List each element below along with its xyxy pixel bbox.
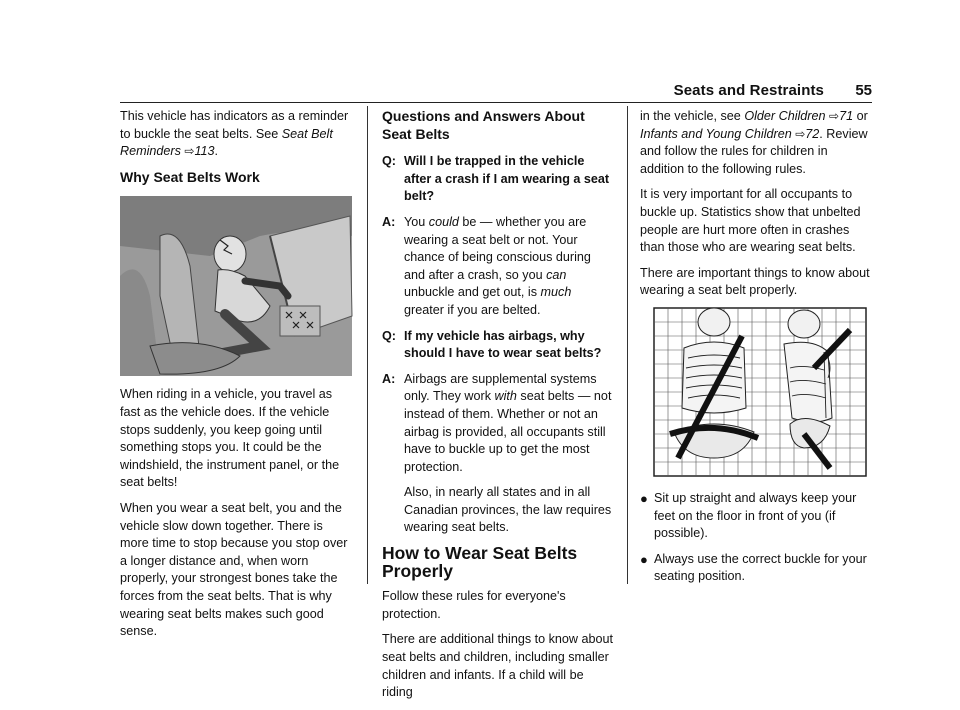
skeleton-belt-illustration xyxy=(654,308,866,476)
answer-text: Airbags are supplemental systems only. They work with seat belts — not instead of them. Whether or not an airbag is provided, all occupants still have to buckle up to get the most protection. xyxy=(404,371,612,474)
column-divider xyxy=(367,106,368,584)
body-paragraph: When you wear a seat belt, you and the vehicle slow down together. There is more time to stop because you stop over a longer distance and, when worn properly, your strongest bones take the forces from the seat belts. That is why wearing seat belts makes such good sense. xyxy=(120,500,348,639)
answer xyxy=(382,214,614,320)
intro-paragraph: This vehicle has indicators as a reminder to buckle the seat belts. See Seat Belt Reminders ⇨113. xyxy=(120,109,349,159)
body-paragraph: Follow these rules for everyone's protection. xyxy=(382,589,566,621)
page-ref[interactable]: 113 xyxy=(194,144,215,159)
question-text: Will I be trapped in the vehicle after a crash if I am wearing a seat belt? xyxy=(404,154,610,204)
column-divider xyxy=(627,106,628,584)
answer-text: You could be — whether you are wearing a seat belt or not. Your chance of being conscious during and after a crash, so you can unbuckle and get out, is much greater if you are belted. xyxy=(404,214,591,317)
column-right xyxy=(640,108,872,594)
column-middle xyxy=(382,108,614,710)
bullet-item: ● Always use the correct buckle for your seating position. xyxy=(640,551,872,586)
question-text: If my vehicle has airbags, why should I have to wear seat belts? xyxy=(404,328,602,361)
cross-reference-link[interactable]: Seat Belt Reminders xyxy=(120,126,333,159)
page-ref[interactable]: 71 xyxy=(839,109,854,123)
header-rule xyxy=(120,102,872,103)
cross-reference-link[interactable]: Older Children xyxy=(744,109,826,123)
page-ref-arrow-icon: ⇨ xyxy=(829,109,840,123)
body-paragraph: in the vehicle, see Older Children ⇨71 or Infants and Young Children ⇨72. Review and follow the rules for children in addition to the following rules. xyxy=(640,109,868,176)
cross-reference-link[interactable]: Infants and Young Children xyxy=(640,126,792,141)
column-left xyxy=(120,108,352,649)
bullet-icon: ● xyxy=(640,551,648,567)
bullet-item: ● Sit up straight and always keep your feet on the floor in front of you (if possible). xyxy=(640,490,872,543)
body-paragraph: There are additional things to know about seat belts and children, including smaller children and infants. If a child will be riding xyxy=(382,632,614,700)
section-title: Seats and Restraints xyxy=(673,82,824,99)
answer xyxy=(382,371,614,477)
page-ref-arrow-icon: ⇨ xyxy=(795,126,806,141)
section-heading: Questions and Answers About Seat Belts xyxy=(382,108,585,142)
crash-dummy-illustration xyxy=(120,196,352,376)
section-heading: Why Seat Belts Work xyxy=(120,168,260,185)
page-ref[interactable]: 72 xyxy=(805,126,820,141)
answer-label: A: xyxy=(382,214,396,229)
section-heading-large: How to Wear Seat Belts Properly xyxy=(382,543,578,581)
answer-continuation: Also, in nearly all states and in all Canadian provinces, the law requires wearing seat belts. xyxy=(404,485,612,535)
answer-label: A: xyxy=(382,371,396,386)
body-paragraph: There are important things to know about wearing a seat belt properly. xyxy=(640,265,870,298)
bullet-icon: ● xyxy=(640,490,648,506)
body-paragraph: It is very important for all occupants to buckle up. Statistics show that unbelted people are hurt more often in crashes than those who are wearing seat belts. xyxy=(640,187,861,255)
body-paragraph: When riding in a vehicle, you travel as fast as the vehicle does. If the vehicle stops suddenly, you keep going until something stops you. It could be the windshield, the instrument panel, or the seat belts! xyxy=(120,387,340,490)
page-number: 55 xyxy=(855,82,872,99)
page-header xyxy=(120,82,872,104)
question-label: Q: xyxy=(382,328,396,343)
question xyxy=(382,328,614,363)
question-label: Q: xyxy=(382,154,396,169)
question xyxy=(382,153,614,206)
page-ref-arrow-icon: ⇨ xyxy=(184,144,195,159)
